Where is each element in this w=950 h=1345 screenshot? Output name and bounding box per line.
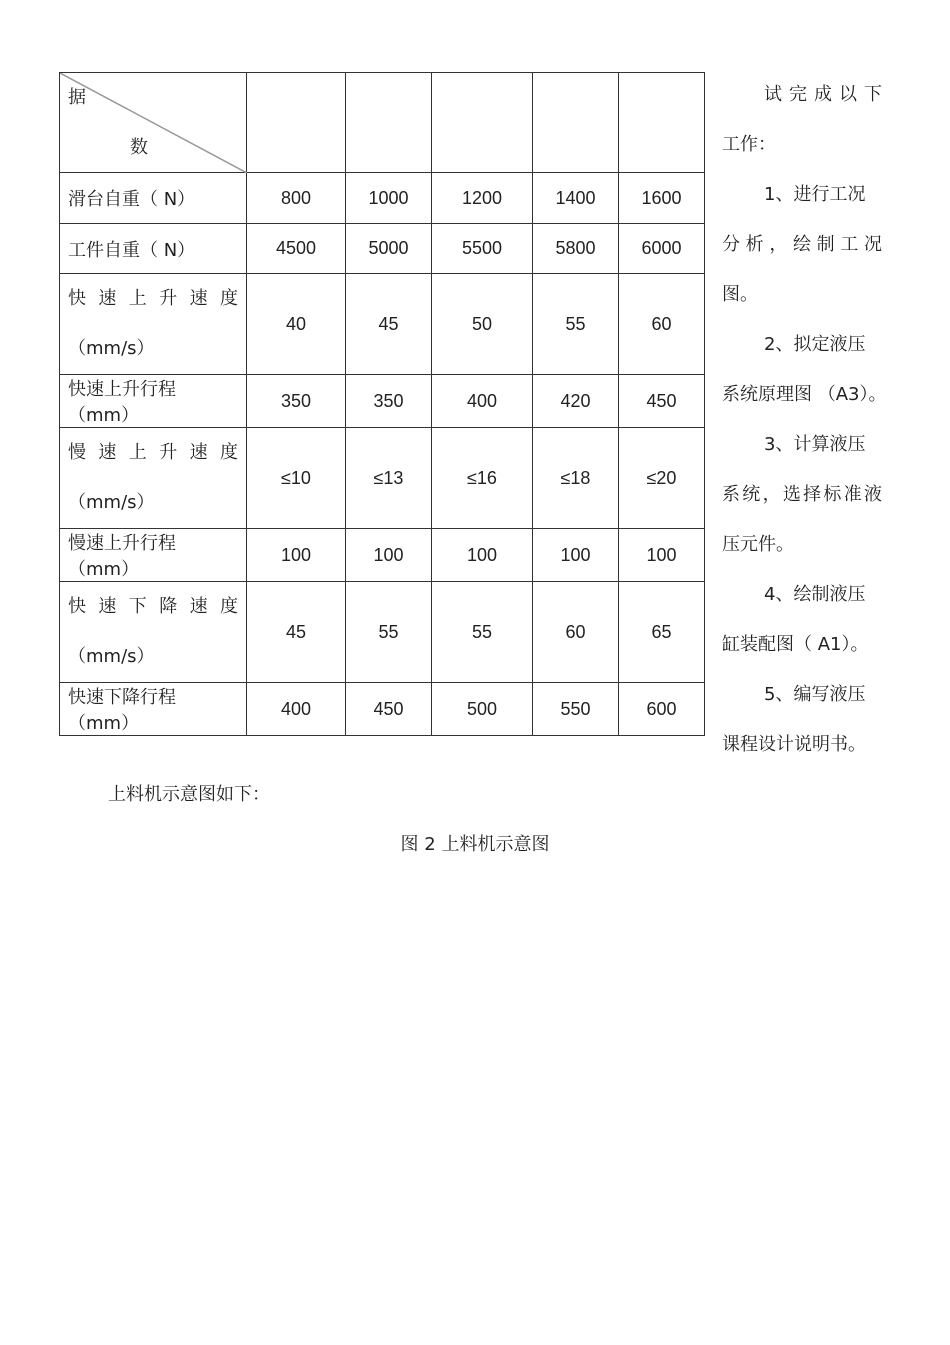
value-cell: 450 <box>346 683 432 736</box>
task-intro: 试完成以下 <box>764 84 882 105</box>
header-cell <box>346 73 432 173</box>
table-row <box>60 173 705 224</box>
task-item-3: 3、计算液压 <box>764 434 866 455</box>
table-row <box>60 529 705 582</box>
task-item-4-cont: 缸装配图（ A1）。 <box>722 634 869 655</box>
value-cell: 40 <box>247 274 346 375</box>
row-label: 快速下降行程 （mm） <box>60 683 247 736</box>
value-cell: 6000 <box>619 224 705 274</box>
row-label-line2: （mm/s） <box>68 646 155 667</box>
row-label-line2: （mm/s） <box>68 338 155 359</box>
task-item-1-end: 图。 <box>722 284 758 305</box>
task-item-1-cont: 分析，绘制工况 <box>722 234 882 255</box>
value-cell: 1600 <box>619 173 705 224</box>
value-cell: 55 <box>533 274 619 375</box>
task-item-2: 2、拟定液压 <box>764 334 866 355</box>
task-item-5-cont: 课程设计说明书。 <box>722 734 866 755</box>
value-cell: 100 <box>533 529 619 582</box>
row-label-line1: 快速下降速度 <box>68 596 238 617</box>
table-row <box>60 375 705 428</box>
row-label: 工件自重（ N） <box>60 224 247 274</box>
value-cell: 60 <box>619 274 705 375</box>
value-cell: 1400 <box>533 173 619 224</box>
row-label-line1: 慢速上升速度 <box>68 442 238 463</box>
value-cell: 5500 <box>432 224 533 274</box>
value-cell: 450 <box>619 375 705 428</box>
value-cell: ≤10 <box>247 428 346 529</box>
row-label: 慢速上升行程 （mm） <box>60 529 247 582</box>
table-row <box>60 582 705 683</box>
value-cell: 5000 <box>346 224 432 274</box>
table-row <box>60 274 705 375</box>
header-cell <box>432 73 533 173</box>
value-cell: 45 <box>346 274 432 375</box>
row-label <box>60 428 247 529</box>
value-cell: 600 <box>619 683 705 736</box>
value-cell: ≤18 <box>533 428 619 529</box>
value-cell: 1200 <box>432 173 533 224</box>
header-cell <box>619 73 705 173</box>
value-cell: 100 <box>432 529 533 582</box>
value-cell: ≤13 <box>346 428 432 529</box>
table-row <box>60 428 705 529</box>
value-cell: 50 <box>432 274 533 375</box>
corner-bottom-text: 数 <box>130 137 148 158</box>
figure-caption: 图 2 上料机示意图 <box>400 834 550 855</box>
table-corner-cell <box>60 73 247 173</box>
row-label-line1: 快速上升速度 <box>68 288 238 309</box>
row-label: 快速上升行程 （mm） <box>60 375 247 428</box>
diagonal-line <box>60 73 247 173</box>
value-cell: 100 <box>346 529 432 582</box>
value-cell: 100 <box>619 529 705 582</box>
value-cell: 45 <box>247 582 346 683</box>
row-label-line2: （mm/s） <box>68 492 155 513</box>
table-row <box>60 683 705 736</box>
value-cell: 350 <box>346 375 432 428</box>
value-cell: 4500 <box>247 224 346 274</box>
row-label <box>60 582 247 683</box>
table-row <box>60 224 705 274</box>
value-cell: 55 <box>346 582 432 683</box>
value-cell: 420 <box>533 375 619 428</box>
task-list <box>722 70 887 770</box>
task-item-3-end: 压元件。 <box>722 534 794 555</box>
value-cell: 550 <box>533 683 619 736</box>
task-item-4: 4、绘制液压 <box>764 584 866 605</box>
value-cell: 800 <box>247 173 346 224</box>
value-cell: 500 <box>432 683 533 736</box>
value-cell: 60 <box>533 582 619 683</box>
task-item-1: 1、进行工况 <box>764 184 866 205</box>
value-cell: ≤16 <box>432 428 533 529</box>
row-label: 滑台自重（ N） <box>60 173 247 224</box>
value-cell: 5800 <box>533 224 619 274</box>
value-cell: 100 <box>247 529 346 582</box>
task-item-3-cont: 系统，选择标准液 <box>722 484 882 505</box>
task-intro-cont: 工作： <box>722 134 776 155</box>
figure-lead-text: 上料机示意图如下： <box>108 784 270 805</box>
value-cell: 65 <box>619 582 705 683</box>
parameter-table <box>59 72 705 736</box>
value-cell: 400 <box>247 683 346 736</box>
corner-top-text: 据 <box>68 87 86 108</box>
value-cell: 350 <box>247 375 346 428</box>
value-cell: ≤20 <box>619 428 705 529</box>
value-cell: 55 <box>432 582 533 683</box>
value-cell: 1000 <box>346 173 432 224</box>
header-cell <box>247 73 346 173</box>
task-item-5: 5、编写液压 <box>764 684 866 705</box>
header-cell <box>533 73 619 173</box>
row-label <box>60 274 247 375</box>
task-item-2-cont: 系统原理图 （A3）。 <box>722 384 887 405</box>
value-cell: 400 <box>432 375 533 428</box>
